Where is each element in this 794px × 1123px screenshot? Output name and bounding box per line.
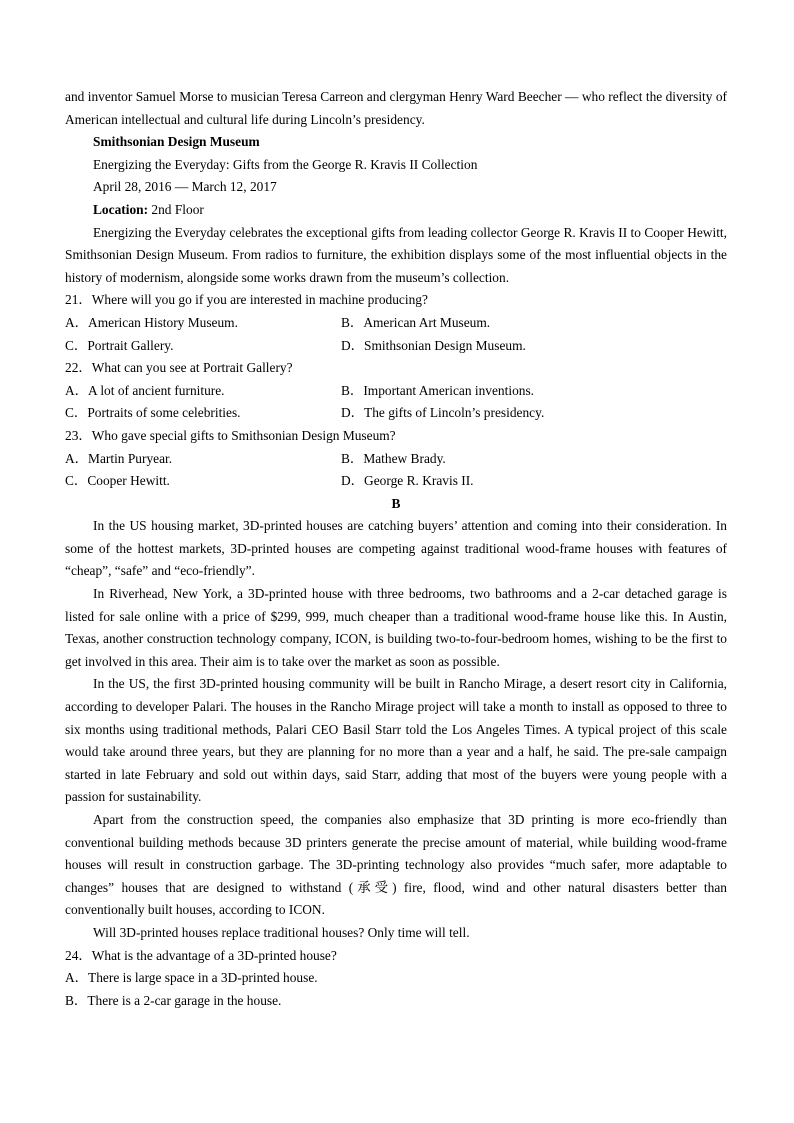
passage-b-paragraph-5: Will 3D-printed houses replace traditional houses? Only time will tell.	[93, 924, 470, 940]
exhibition-description: Energizing the Everyday celebrates the exceptional gifts from leading collector George R. Kravis II to Cooper Hewitt, Smithsonian Design Museum. From radios to furniture, the exhibition displays some of the most influential objects in the history of modernism, alongside some works drawn from the museum’s collection.	[65, 224, 727, 285]
intro-paragraph: and inventor Samuel Morse to musician Teresa Carreon and clergyman Henry Ward Beecher — who reflect the diversity of American intellectual and cultural life during Lincoln’s presidency.	[65, 89, 727, 127]
design-museum-title: Smithsonian Design Museum	[93, 134, 260, 150]
option-23d[interactable]: D．George R. Kravis II.	[341, 473, 474, 489]
exhibition-dates: April 28, 2016 — March 12, 2017	[93, 179, 277, 195]
option-22b[interactable]: B．Important American inventions.	[341, 382, 535, 398]
exhibition-title: Energizing the Everyday: Gifts from the George R. Kravis II Collection	[93, 156, 478, 172]
question-22-stem: 22．What can you see at Portrait Gallery?	[65, 360, 293, 376]
option-23b[interactable]: B．Mathew Brady.	[341, 450, 446, 466]
question-23-options-row-1	[65, 448, 727, 471]
question-21-stem: 21．Where will you go if you are interested in machine producing?	[65, 292, 428, 308]
option-23a[interactable]: A．Martin Puryear.	[65, 450, 173, 466]
section-b-heading: B	[391, 495, 401, 511]
question-23-stem: 23．Who gave special gifts to Smithsonian Design Museum?	[65, 427, 396, 443]
option-24b[interactable]: B．There is a 2-car garage in the house.	[65, 992, 282, 1008]
question-22-options-row-1	[65, 380, 727, 403]
option-21c[interactable]: C．Portrait Gallery.	[65, 337, 174, 353]
option-21d[interactable]: D．Smithsonian Design Museum.	[341, 337, 526, 353]
question-21-options-row-1	[65, 312, 727, 335]
passage-b-paragraph-3: In the US, the first 3D-printed housing community will be built in Rancho Mirage, a desert resort city in California, according to developer Palari. The houses in the Rancho Mirage project will take a month to install as opposed to three to six months using traditional methods, Palari CEO Basil Starr told the Los Angeles Times. A typical project of this scale would take around three years, but they are planning for no more than a year and a half, he said. The pre-sale campaign started in late February and sold out within days, said Starr, adding that most of the buyers were young people with a passion for sustainability.	[65, 676, 727, 805]
option-23c[interactable]: C．Cooper Hewitt.	[65, 473, 170, 489]
question-24-stem: 24．What is the advantage of a 3D-printed house?	[65, 947, 337, 963]
question-21-options-row-2	[65, 335, 727, 358]
option-22a[interactable]: A．A lot of ancient furniture.	[65, 382, 225, 398]
option-21a[interactable]: A．American History Museum.	[65, 314, 238, 330]
question-22-options-row-2	[65, 402, 727, 425]
location-label: Location:	[93, 201, 149, 217]
option-22d[interactable]: D．The gifts of Lincoln’s presidency.	[341, 405, 545, 421]
option-22c[interactable]: C．Portraits of some celebrities.	[65, 405, 241, 421]
question-23-options-row-2	[65, 470, 727, 493]
passage-b-paragraph-1: In the US housing market, 3D-printed houses are catching buyers’ attention and coming into their consideration. In some of the hottest markets, 3D-printed houses are competing against traditional wood-frame houses with features of “cheap”, “safe” and “eco-friendly”.	[65, 518, 727, 579]
location-value: 2nd Floor	[148, 201, 204, 217]
option-24a[interactable]: A．There is large space in a 3D-printed house.	[65, 970, 318, 986]
exhibition-location	[65, 199, 727, 222]
passage-b-paragraph-2: In Riverhead, New York, a 3D-printed house with three bedrooms, two bathrooms and a 2-car detached garage is listed for sale online with a price of $299, 999, much cheaper than a traditional wood-frame house like this. In Austin, Texas, another construction technology company, ICON, is building two-to-four-bedroom homes, wishing to be the first to get involved in this area. Their aim is to take over the market as soon as possible.	[65, 586, 727, 669]
document-content	[65, 86, 727, 1012]
option-21b[interactable]: B．American Art Museum.	[341, 314, 491, 330]
passage-b-paragraph-4: Apart from the construction speed, the companies also emphasize that 3D printing is more eco-friendly than conventional building methods because 3D printers generate the precise amount of material, while building wood-frame houses will result in construction garbage. The 3D-printing technology also provides “much safer, more adaptable to changes” houses that are designed to withstand (承受) fire, flood, wind and other natural disasters better than conventionally built houses, according to ICON.	[65, 812, 727, 918]
